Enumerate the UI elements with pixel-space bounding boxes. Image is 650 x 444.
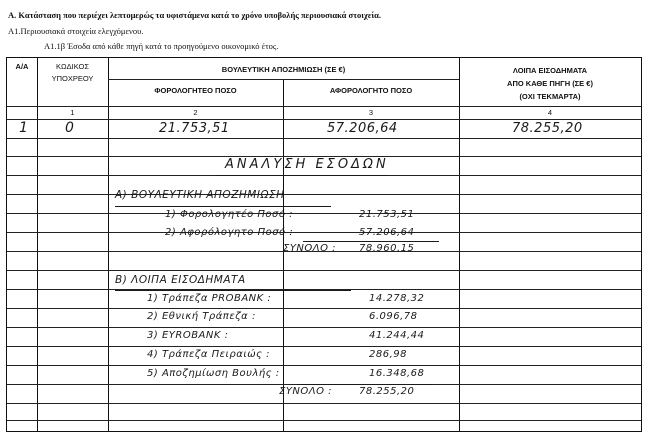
b4-value: 286,98 [369, 349, 407, 360]
b-total-label: ΣΥΝΟΛΟ : [279, 386, 333, 397]
row-line [7, 213, 641, 214]
a1-value: 21.753,51 [359, 209, 415, 220]
section-a-title: Α) ΒΟΥΛΕΥΤΙΚΗ ΑΠΟΖΗΜΙΩΣΗ [115, 189, 285, 201]
header-line-3: Α1.1β Έσοδα από κάθε πηγή κατά το προηγούμενο οικονομικό έτος. [44, 41, 279, 51]
number-row-line [7, 119, 641, 120]
row-line [7, 270, 641, 271]
row-line [7, 346, 641, 347]
header-line-1: Α. Κατάσταση που περιέχει λεπτομερώς τα υφιστάμενα κατά το χρόνο υποβολής περιουσιακά στοιχεία. [8, 10, 381, 20]
col-divider-3 [283, 79, 284, 431]
row-line [7, 327, 641, 328]
col-header-compensation: ΒΟΥΛΕΥΤΙΚΗ ΑΠΟΖΗΜΙΩΣΗ (ΣΕ €) [221, 65, 346, 74]
row-line [7, 403, 641, 404]
analysis-title: ΑΝΑΛΥΣΗ ΕΣΟΔΩΝ [225, 157, 389, 172]
col-number-4: 4 [547, 108, 553, 117]
header-line-2: Α1.Περιουσιακά στοιχεία ελεγχόμενου. [8, 26, 144, 36]
row-line [7, 194, 641, 195]
a1-label: 1) Φορολογητέο Ποσό : [165, 209, 294, 220]
entry-nontaxable: 57.206,64 [327, 121, 398, 136]
a2-value: 57.206,64 [359, 227, 415, 238]
col-header-other-line2: ΑΠΟ ΚΑΘΕ ΠΗΓΗ (ΣΕ €) [507, 79, 593, 88]
a-total-value: 78.960,15 [359, 243, 415, 254]
section-b-title: Β) ΛΟΙΠΑ ΕΙΣΟΔΗΜΑΤΑ [115, 274, 246, 286]
b-total-underline [297, 384, 433, 385]
b4-label: 4) Τράπεζα Πειραιώς : [147, 349, 271, 360]
row-line [7, 138, 641, 139]
col-number-3: 3 [368, 108, 374, 117]
header-line [7, 106, 641, 107]
a-total-underline [303, 241, 439, 242]
col-header-taxable: ΦΟΡΟΛΟΓΗΤΕΟ ΠΟΣΟ [154, 86, 237, 95]
b3-label: 3) EYROBANK : [147, 330, 229, 341]
col-header-code-line2: ΥΠΟΧΡΕΟΥ [51, 74, 94, 83]
col-header-other-line1: ΛΟΙΠΑ ΕΙΣΟΔΗΜΑΤΑ [512, 66, 588, 75]
b1-label: 1) Τράπεζα PROBANK : [147, 293, 272, 304]
section-a-underline [115, 206, 331, 207]
b5-value: 16.348,68 [369, 368, 425, 379]
analysis-title-underline [215, 175, 387, 176]
col-header-nontaxable: ΑΦΟΡΟΛΟΓΗΤΟ ΠΟΣΟ [329, 86, 413, 95]
b2-label: 2) Εθνική Τράπεζα : [147, 311, 256, 322]
entry-aa: 1 [19, 120, 29, 136]
b5-label: 5) Αποζημίωση Βουλής : [147, 368, 280, 379]
row-line [7, 232, 641, 233]
b1-value: 14.278,32 [369, 293, 425, 304]
col-number-1: 1 [70, 108, 75, 117]
a-total-label: ΣΥΝΟΛΟ : [283, 243, 337, 254]
col-number-2: 2 [193, 108, 198, 117]
entry-other: 78.255,20 [512, 121, 583, 136]
income-table [6, 57, 642, 432]
row-line [7, 308, 641, 309]
b3-value: 41.244,44 [369, 330, 425, 341]
col-header-aa: Α/Α [15, 62, 29, 71]
entry-taxable: 21.753,51 [159, 121, 230, 136]
row-line [7, 420, 641, 421]
b2-value: 6.096,78 [369, 311, 418, 322]
subheader-line [108, 79, 459, 80]
row-line [7, 365, 641, 366]
b-total-value: 78.255,20 [359, 386, 415, 397]
a2-label: 2) Αφορόλογητο Ποσό : [165, 227, 294, 238]
col-header-code-line1: ΚΩΔΙΚΟΣ [56, 62, 89, 71]
section-b-underline [115, 290, 351, 291]
entry-code: 0 [65, 120, 75, 136]
col-header-other-line3: (ΟΧΙ ΤΕΚΜΑΡΤΑ) [519, 92, 581, 101]
